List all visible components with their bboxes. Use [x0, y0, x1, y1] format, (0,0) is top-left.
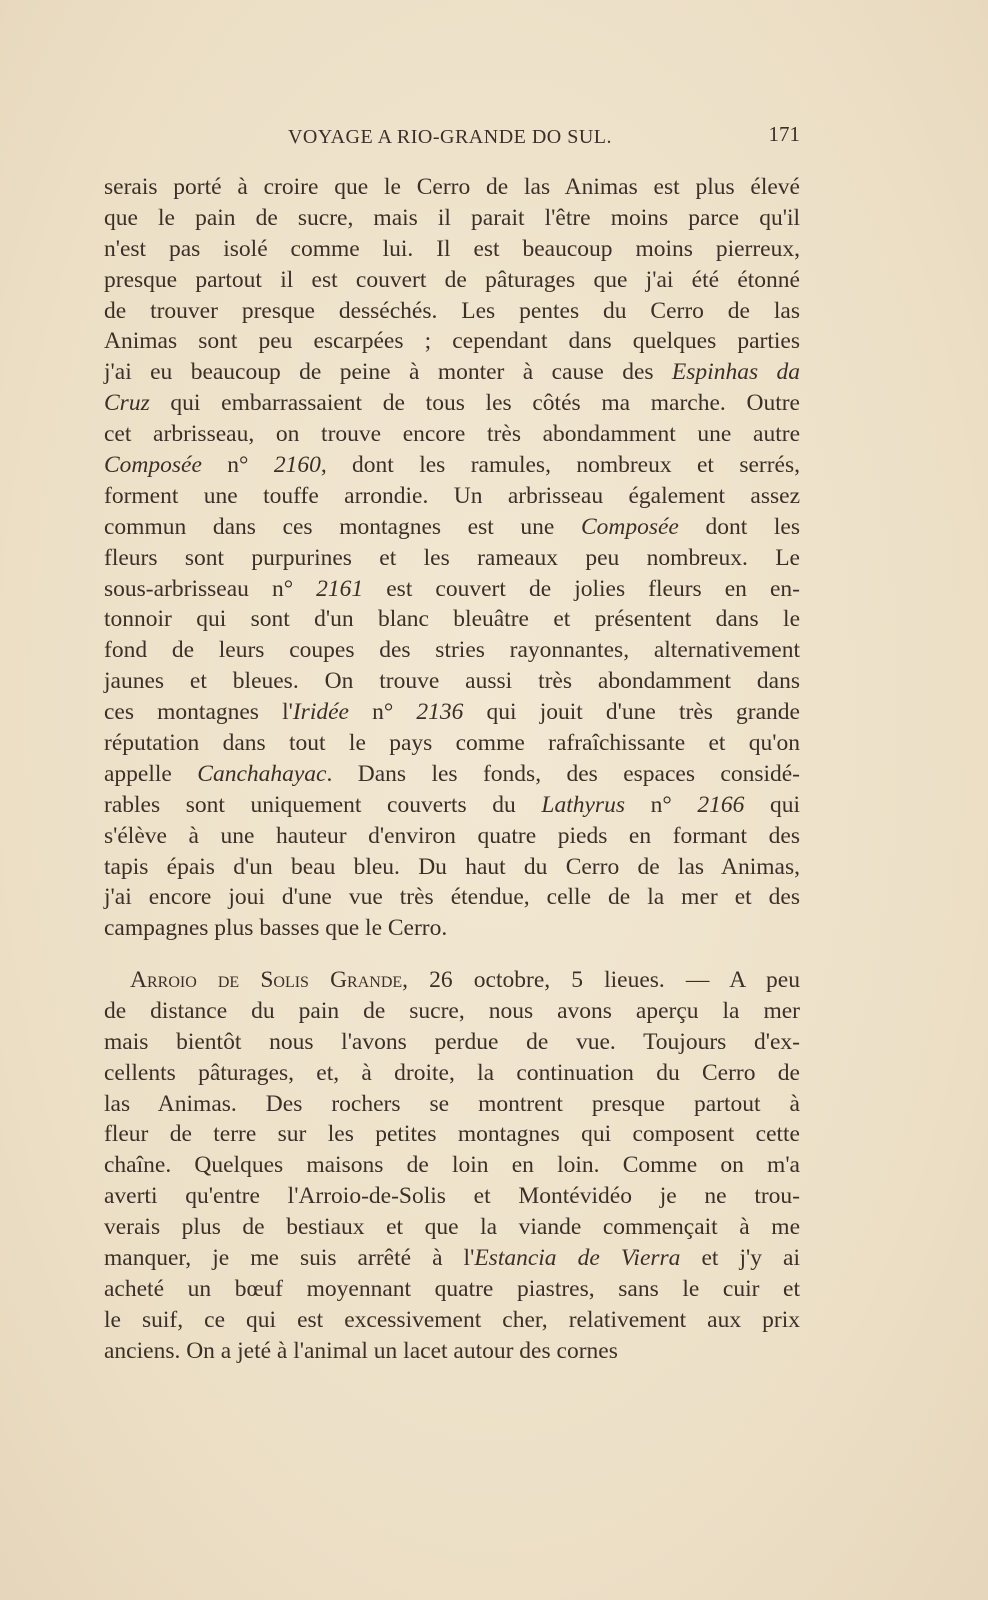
text-segment: . Dans les fonds, des espaces considé-: [326, 760, 800, 787]
text-segment: manquer, je me suis arrêté à l': [104, 1245, 475, 1272]
text-segment: jaunes et bleues. On trouve aussi très abondamment dans: [104, 668, 800, 695]
text-segment: qui: [744, 791, 800, 818]
text-segment: rables sont uniquement couverts du: [104, 791, 542, 818]
text-segment: fleurs sont purpurines et les rameaux peu nombreux. Le: [104, 544, 800, 571]
page-number: 171: [768, 122, 800, 146]
text-segment: qui jouit d'une très grande: [463, 699, 800, 726]
italic-text: Composée: [580, 513, 679, 540]
text-segment: est couvert de jolies fleurs en en-: [363, 575, 801, 602]
italic-text: Espinhas da: [671, 359, 800, 386]
text-segment: qui embarrassaient de tous les côtés ma marche. Outre: [149, 390, 800, 417]
text-line: [104, 388, 800, 419]
text-segment: que le pain de sucre, mais il parait l'être moins parce qu'il: [104, 204, 800, 231]
italic-text: Cruz: [104, 390, 150, 417]
page-header: [100, 122, 800, 152]
text-segment: appelle: [104, 760, 198, 787]
text-segment: j'ai eu beaucoup de peine à monter à cause des: [104, 359, 672, 386]
text-line: [104, 882, 800, 913]
text-line: [104, 1150, 800, 1181]
text-line: [104, 1027, 800, 1058]
text-segment: serais porté à croire que le Cerro de las Animas est plus élevé: [104, 174, 800, 200]
text-segment: anciens. On a jeté à l'animal un lacet autour des cornes: [104, 1337, 618, 1364]
text-segment: fleur de terre sur les petites montagnes qui composent cette: [104, 1121, 800, 1148]
text-segment: dont les: [678, 513, 801, 540]
text-segment: presque partout il est couvert de pâturages que j'ai été étonné: [104, 266, 800, 293]
text-segment: ces montagnes l': [104, 699, 293, 726]
text-segment: averti qu'entre l'Arroio-de-Solis et Montévidéo je ne trou-: [104, 1183, 800, 1210]
text-line: [104, 821, 800, 852]
text-segment: forment une touffe arrondie. Un arbrisseau également assez: [104, 482, 800, 509]
text-line: [104, 512, 800, 543]
text-line: [104, 296, 800, 327]
text-segment: le suif, ce qui est excessivement cher, relativement aux prix: [104, 1306, 800, 1333]
text-segment: sous-arbrisseau n°: [104, 575, 317, 602]
text-segment: cellents pâturages, et, à droite, la continuation du Cerro de: [104, 1059, 800, 1086]
text-line: [104, 1119, 800, 1150]
text-segment: Animas sont peu escarpées ; cependant dans quelques parties: [104, 328, 800, 355]
text-segment: cet arbrisseau, on trouve encore très abondamment une autre: [104, 421, 800, 448]
text-line: [104, 1058, 800, 1089]
text-segment: commun dans ces montagnes est une: [104, 513, 581, 540]
italic-text: Canchahayac: [197, 760, 327, 787]
text-segment: , dont les ramules, nombreux et serrés,: [320, 452, 800, 479]
text-line: [104, 790, 800, 821]
text-segment: réputation dans tout le pays comme rafraîchissante et qu'on: [104, 730, 800, 757]
text-line: [104, 265, 800, 296]
text-line: [104, 172, 800, 203]
italic-text: Composée: [104, 452, 202, 479]
text-line: [104, 481, 800, 512]
text-line: [104, 604, 800, 635]
paragraph-2: [104, 965, 800, 1367]
text-line: [104, 965, 800, 996]
text-segment: chaîne. Quelques maisons de loin en loin. Comme on m'a: [104, 1152, 800, 1179]
italic-text: Iridée: [292, 699, 349, 726]
italic-text: 2136: [416, 699, 464, 726]
text-segment: s'élève à une hauteur d'environ quatre pieds en formant des: [104, 822, 800, 849]
text-segment: et j'y ai: [680, 1245, 800, 1272]
text-segment: n°: [348, 699, 417, 726]
text-line: [104, 234, 800, 265]
text-segment: las Animas. Des rochers se montrent presque partout à: [104, 1090, 800, 1117]
text-line: [104, 1305, 800, 1336]
text-line: [104, 1212, 800, 1243]
paragraph-1: [104, 172, 800, 944]
text-line: [104, 574, 800, 605]
text-segment: campagnes plus basses que le Cerro.: [104, 915, 448, 942]
italic-text: Lathyrus: [541, 791, 625, 818]
text-segment: n°: [201, 452, 274, 479]
text-line: [104, 913, 800, 944]
text-line: [104, 852, 800, 883]
italic-text: Estancia de Vierra: [474, 1245, 681, 1272]
text-segment: n'est pas isolé comme lui. Il est beaucoup moins pierreux,: [104, 235, 800, 262]
text-segment: de distance du pain de sucre, nous avons aperçu la mer: [104, 997, 800, 1024]
text-line: [104, 543, 800, 574]
text-segment: n°: [624, 791, 698, 818]
italic-text: 2161: [316, 575, 364, 602]
text-line: [104, 697, 800, 728]
text-segment: j'ai encore joui d'une vue très étendue, celle de la mer et des: [104, 884, 800, 911]
text-line: [104, 728, 800, 759]
text-segment: mais bientôt nous l'avons perdue de vue. Toujours d'ex-: [104, 1028, 800, 1055]
text-line: [104, 1181, 800, 1212]
text-segment: fond de leurs coupes des stries rayonnantes, alternativement: [104, 637, 800, 664]
text-segment: tapis épais d'un beau bleu. Du haut du Cerro de las Animas,: [104, 853, 800, 880]
text-line: [104, 666, 800, 697]
text-segment: verais plus de bestiaux et que la viande commençait à me: [104, 1214, 800, 1241]
text-segment: , 26 octobre, 5 lieues. — A peu: [402, 967, 800, 993]
text-line: [104, 326, 800, 357]
text-line: [104, 759, 800, 790]
italic-text: 2160: [273, 452, 321, 479]
text-segment: tonnoir qui sont d'un blanc bleuâtre et présentent dans le: [104, 606, 800, 633]
text-line: [104, 1336, 800, 1367]
text-line: [104, 419, 800, 450]
entry-heading: Arroio de Solis Grande: [130, 967, 403, 993]
running-title: VOYAGE A RIO-GRANDE DO SUL.: [287, 126, 613, 148]
text-segment: acheté un bœuf moyennant quatre piastres, sans le cuir et: [104, 1275, 800, 1302]
italic-text: 2166: [697, 791, 745, 818]
text-line: [104, 635, 800, 666]
text-line: [104, 996, 800, 1027]
text-segment: de trouver presque desséchés. Les pentes du Cerro de las: [104, 297, 800, 324]
text-line: [104, 450, 800, 481]
text-line: [104, 203, 800, 234]
text-line: [104, 1089, 800, 1120]
text-line: [104, 1243, 800, 1274]
text-line: [104, 1274, 800, 1305]
text-line: [104, 357, 800, 388]
